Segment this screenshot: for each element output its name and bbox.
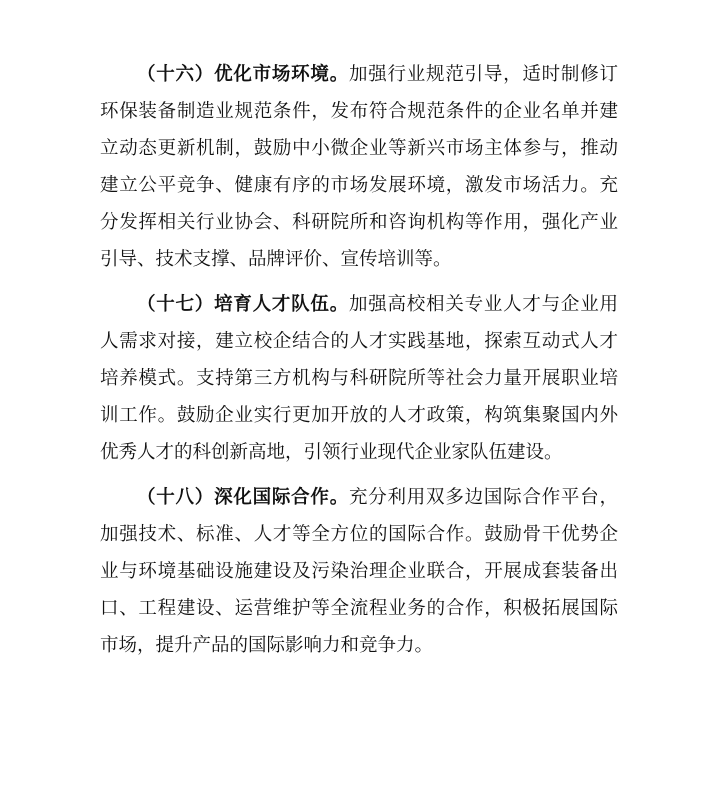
paragraph-line bbox=[100, 286, 618, 323]
paragraph-line: 培养模式。支持第三方机构与科研院所等社会力量开展职业培 bbox=[100, 368, 618, 389]
section-heading: （十七）培育人才队伍。 bbox=[137, 294, 349, 315]
paragraph-line bbox=[100, 56, 618, 93]
paragraph-line: 口、工程建设、运营维护等全流程业务的合作，积极拓展国际 bbox=[100, 598, 618, 619]
paragraph-line: 优秀人才的科创新高地，引领行业现代企业家队伍建设。 bbox=[100, 442, 563, 463]
paragraph-line: 环保装备制造业规范条件，发布符合规范条件的企业名单并建 bbox=[100, 101, 618, 122]
paragraph-line: 训工作。鼓励企业实行更加开放的人才政策，构筑集聚国内外 bbox=[100, 405, 618, 426]
paragraph-line bbox=[100, 479, 618, 516]
document-page bbox=[100, 56, 618, 672]
section-heading: （十六）优化市场环境。 bbox=[137, 64, 349, 85]
paragraph-line: 分发挥相关行业协会、科研院所和咨询机构等作用，强化产业 bbox=[100, 212, 618, 233]
paragraph-line: 市场，提升产品的国际影响力和竞争力。 bbox=[100, 635, 434, 656]
paragraph-text: 充分利用双多边国际合作平台， bbox=[348, 487, 618, 508]
paragraph-line: 业与环境基础设施建设及污染治理企业联合，开展成套装备出 bbox=[100, 561, 618, 582]
paragraph-line: 引导、技术支撑、品牌评价、宣传培训等。 bbox=[100, 249, 452, 270]
paragraph-line: 人需求对接，建立校企结合的人才实践基地，探索互动式人才 bbox=[100, 331, 618, 352]
section-18 bbox=[100, 479, 618, 664]
paragraph-line: 加强技术、标准、人才等全方位的国际合作。鼓励骨干优势企 bbox=[100, 524, 618, 545]
section-heading: （十八）深化国际合作。 bbox=[137, 487, 349, 508]
paragraph-line: 立动态更新机制，鼓励中小微企业等新兴市场主体参与，推动 bbox=[100, 138, 618, 159]
paragraph-text: 加强行业规范引导，适时制修订 bbox=[348, 64, 618, 85]
section-16 bbox=[100, 56, 618, 278]
paragraph-text: 加强高校相关专业人才与企业用 bbox=[348, 294, 618, 315]
section-17 bbox=[100, 286, 618, 471]
paragraph-line: 建立公平竞争、健康有序的市场发展环境，激发市场活力。充 bbox=[100, 175, 618, 196]
